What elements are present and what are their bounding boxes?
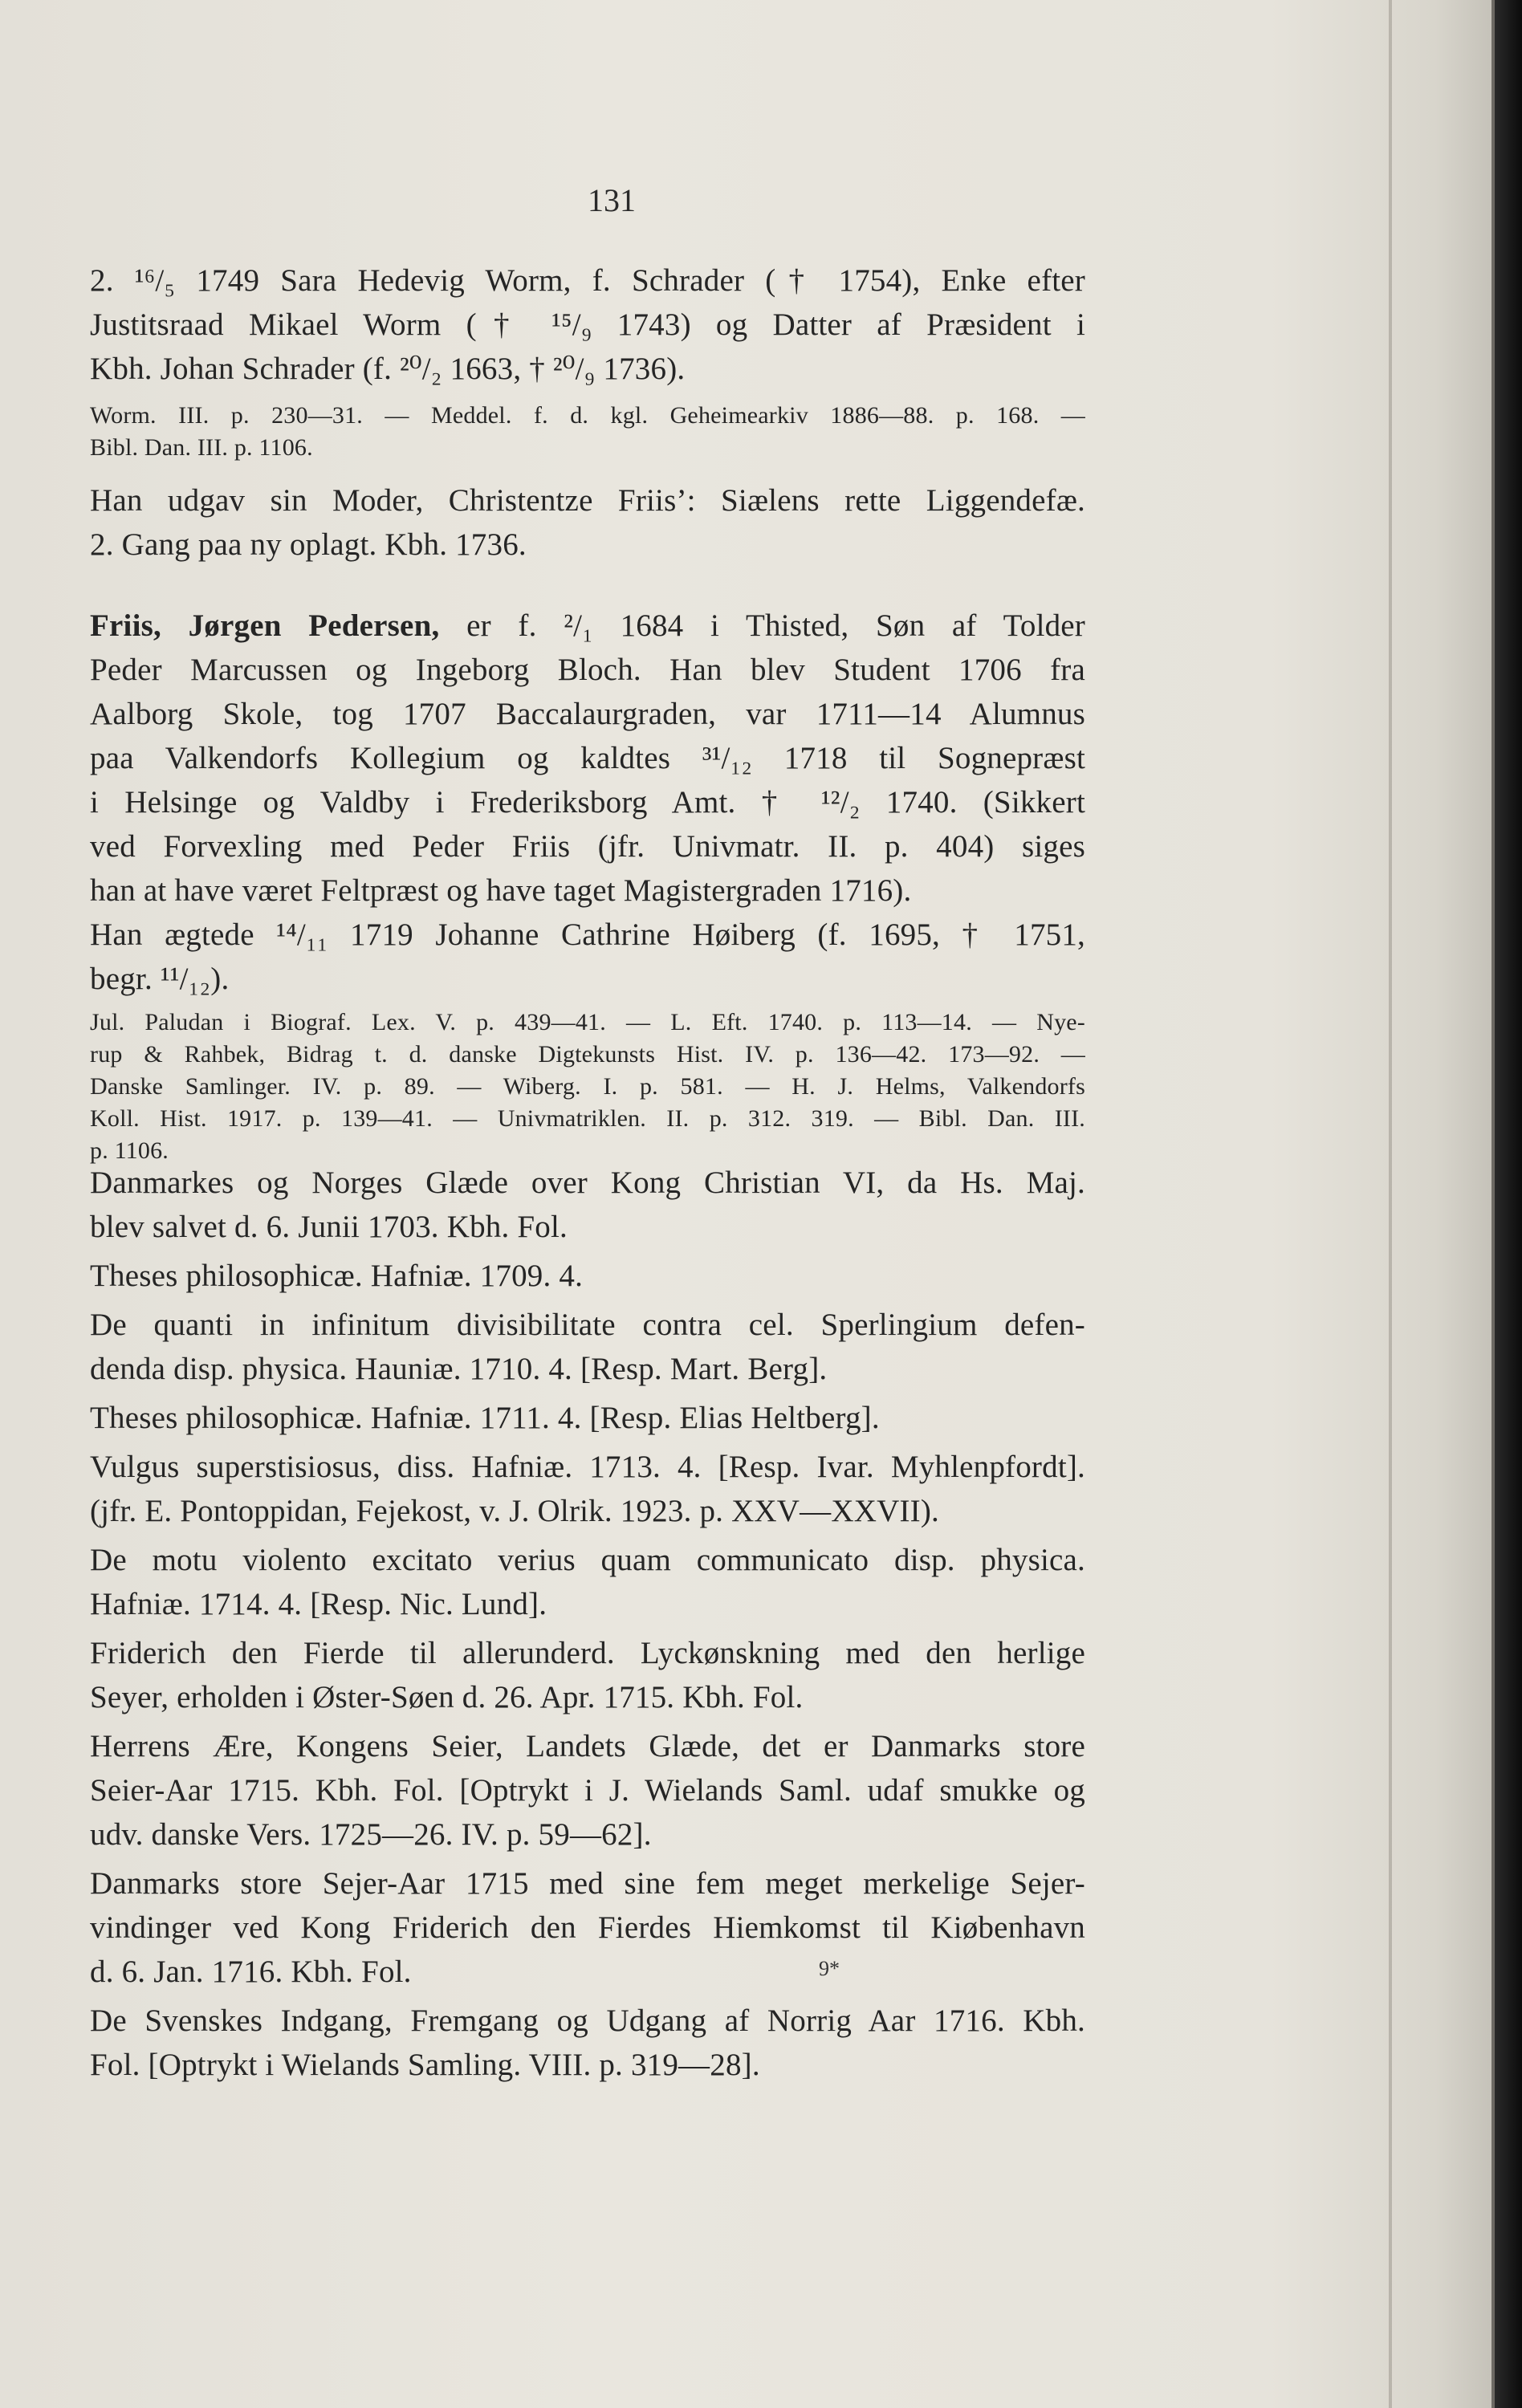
text-line: De Svenskes Indgang, Fremgang og Udgang af Norrig Aar 1716. Kbh. xyxy=(90,2003,1085,2038)
text-line: Han udgav sin Moder, Christentze Friis’: Siælens rette Liggendefæ. xyxy=(90,483,1085,518)
text-line: denda disp. physica. Hauniæ. 1710. 4. [Resp. Mart. Berg]. xyxy=(90,1352,828,1386)
ref-line: Koll. Hist. 1917. p. 139—41. — Univmatriklen. II. p. 312. 319. — Bibl. Dan. III. xyxy=(90,1105,1085,1132)
prev-entry-text xyxy=(90,258,1085,391)
text-line: Danmarks store Sejer-Aar 1715 med sine fem meget merkelige Sejer- xyxy=(90,1866,1085,1901)
text-line: i Helsinge og Valdby i Frederiksborg Amt. † ¹²/₂ 1740. (Sikkert xyxy=(90,785,1085,820)
ref-line: Danske Samlinger. IV. p. 89. — Wiberg. I. p. 581. — H. J. Helms, Valkendorfs xyxy=(90,1073,1085,1100)
work-item xyxy=(90,1631,1085,1719)
text-line: begr. ¹¹/₁₂). xyxy=(90,962,230,996)
works-list xyxy=(90,1161,1085,2087)
ref-line: Jul. Paludan i Biograf. Lex. V. p. 439—41. — L. Eft. 1740. p. 113—14. — Nye- xyxy=(90,1009,1085,1035)
work-item xyxy=(90,1999,1085,2087)
entry-bio-start: er f. ²/₁ 1684 i Thisted, Søn af Tolder xyxy=(439,608,1085,643)
text-line: Danmarkes og Norges Glæde over Kong Christian VI, da Hs. Maj. xyxy=(90,1165,1085,1200)
text-line: 2. Gang paa ny oplagt. Kbh. 1736. xyxy=(90,527,527,562)
entry-name: Friis, Jørgen Pedersen, xyxy=(90,608,440,643)
signature-mark: 9* xyxy=(819,1957,840,1980)
text-line: han at have været Feltpræst og have taget Magistergraden 1716). xyxy=(90,873,912,908)
work-item xyxy=(90,1861,1085,1994)
text-line: Theses philosophicæ. Hafniæ. 1709. 4. xyxy=(90,1259,584,1293)
text-line: De quanti in infinitum divisibilitate contra cel. Sperlingium defen- xyxy=(90,1308,1085,1342)
ref-line: rup & Rahbek, Bidrag t. d. danske Digtekunsts Hist. IV. p. 136—42. 173—92. — xyxy=(90,1041,1085,1068)
text-line: Hafniæ. 1714. 4. [Resp. Nic. Lund]. xyxy=(90,1587,547,1621)
text-line: Justitsraad Mikael Worm († ¹⁵/₉ 1743) og Datter af Præsident i xyxy=(90,307,1085,342)
text-line: paa Valkendorfs Kollegium og kaldtes ³¹/₁₂ 1718 til Sognepræst xyxy=(90,741,1085,775)
text-line: Kbh. Johan Schrader (f. ²⁰/₂ 1663, † ²⁰/₉ 1736). xyxy=(90,352,686,386)
text-line: d. 6. Jan. 1716. Kbh. Fol. xyxy=(90,1954,412,1989)
text-line: Aalborg Skole, tog 1707 Baccalaurgraden, var 1711—14 Alumnus xyxy=(90,697,1085,731)
work-item xyxy=(90,1724,1085,1857)
work-item xyxy=(90,1303,1085,1391)
ref-line: Worm. III. p. 230—31. — Meddel. f. d. kgl. Geheimearkiv 1886—88. p. 168. — xyxy=(90,402,1085,429)
ref-line: p. 1106. xyxy=(90,1137,169,1164)
text-line: Friderich den Fierde til allerunderd. Lyckønskning med den herlige xyxy=(90,1636,1085,1670)
text-line: Peder Marcussen og Ingeborg Bloch. Han blev Student 1706 fra xyxy=(90,653,1085,687)
work-item xyxy=(90,1538,1085,1626)
text-line: Herrens Ære, Kongens Seier, Landets Glæde, det er Danmarks store xyxy=(90,1729,1085,1763)
page-number: 131 xyxy=(588,182,636,218)
text-line: vindinger ved Kong Friderich den Fierdes Hiemkomst til Kiøbenhavn xyxy=(90,1910,1085,1945)
work-item xyxy=(90,1445,1085,1533)
text-line: Fol. [Optrykt i Wielands Samling. VIII. p. 319—28]. xyxy=(90,2048,760,2082)
ref-line: Bibl. Dan. III. p. 1106. xyxy=(90,434,313,461)
prev-entry-note xyxy=(90,478,1085,567)
main-entry-refs xyxy=(90,1007,1085,1167)
text-line: (jfr. E. Pontoppidan, Fejekost, v. J. Olrik. 1923. p. XXV—XXVII). xyxy=(90,1494,939,1528)
work-item xyxy=(90,1254,1085,1298)
text-line: Seyer, erholden i Øster-Søen d. 26. Apr. 1715. Kbh. Fol. xyxy=(90,1680,804,1714)
main-entry-bio xyxy=(90,604,1085,1001)
entry-heading-line xyxy=(90,604,1085,648)
book-spine xyxy=(1495,0,1522,2408)
text-line: Han ægtede ¹⁴/₁₁ 1719 Johanne Cathrine Høiberg (f. 1695, † 1751, xyxy=(90,917,1085,952)
text-line: Theses philosophicæ. Hafniæ. 1711. 4. [Resp. Elias Heltberg]. xyxy=(90,1401,880,1435)
text-line: ved Forvexling med Peder Friis (jfr. Univmatr. II. p. 404) siges xyxy=(90,829,1085,864)
work-item xyxy=(90,1396,1085,1440)
prev-entry-refs xyxy=(90,400,1085,464)
text-line: Seier-Aar 1715. Kbh. Fol. [Optrykt i J. Wielands Saml. udaf smukke og xyxy=(90,1773,1085,1808)
work-item xyxy=(90,1161,1085,1249)
text-line: Vulgus superstisiosus, diss. Hafniæ. 1713. 4. [Resp. Ivar. Myhlenpfordt]. xyxy=(90,1450,1085,1484)
text-line: udv. danske Vers. 1725—26. IV. p. 59—62]. xyxy=(90,1817,652,1852)
text-line: De motu violento excitato verius quam communicato disp. physica. xyxy=(90,1543,1085,1577)
text-line: 2. ¹⁶/₅ 1749 Sara Hedevig Worm, f. Schrader († 1754), Enke efter xyxy=(90,263,1085,298)
text-line: blev salvet d. 6. Junii 1703. Kbh. Fol. xyxy=(90,1210,568,1244)
